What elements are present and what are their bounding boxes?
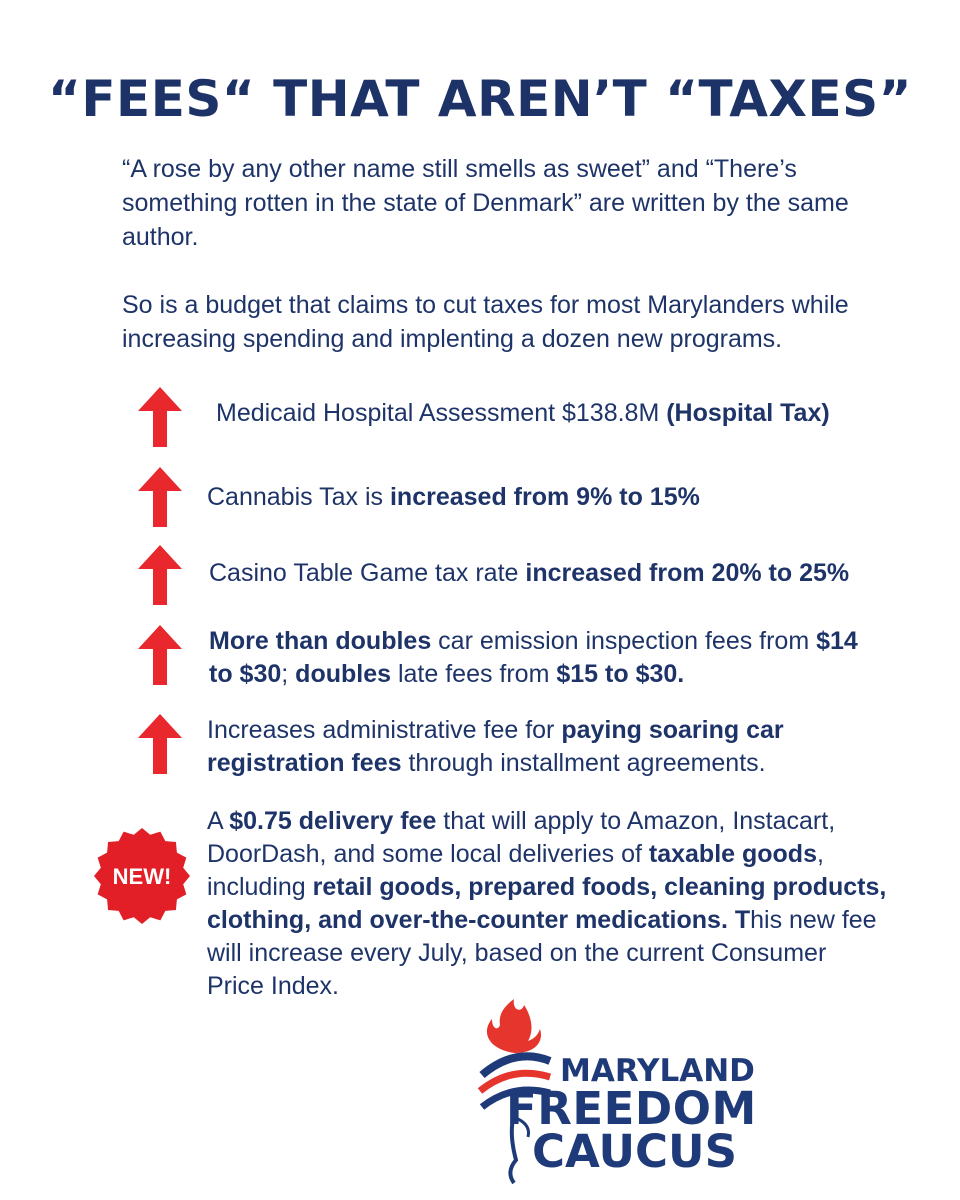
logo-line-2: FREEDOM <box>506 1082 757 1135</box>
new-badge-label: NEW! <box>112 864 172 889</box>
page-title: “FEES“ THAT AREN’T “TAXES” <box>48 70 912 128</box>
up-arrow-icon <box>137 712 183 776</box>
up-arrow-icon <box>137 465 183 529</box>
item-text: Casino Table Game tax rate increased from 20% to 25% <box>209 559 850 587</box>
list-item-emission-fees <box>0 623 960 688</box>
item-text: More than doubles car emission inspection fees from $14 to $30; doubles late fees from $15 to $30. <box>209 627 858 688</box>
item-text: Medicaid Hospital Assessment $138.8M (Hospital Tax) <box>216 399 830 427</box>
starburst-icon <box>92 826 192 926</box>
new-item-text: A $0.75 delivery fee that will apply to Amazon, Instacart, DoorDash, and some local deliveries of taxable goods, including retail goods, prepared foods, cleaning products, clothing, and over-the-counter medications. This new fee will increase every July, based on the current Consumer Price Index. <box>207 807 887 1000</box>
logo-line-1: MARYLAND <box>560 1053 755 1089</box>
item-text: Increases administrative fee for paying soaring car registration fees through installment agreements. <box>207 716 784 777</box>
up-arrow-icon <box>137 385 183 449</box>
item-text: Cannabis Tax is increased from 9% to 15% <box>207 483 700 511</box>
up-arrow-icon <box>137 623 183 687</box>
maryland-freedom-caucus-logo <box>470 995 757 1185</box>
logo-line-3: CAUCUS <box>532 1125 737 1178</box>
list-item-registration-fees <box>0 712 960 777</box>
intro-paragraph-1: “A rose by any other name still smells as sweet” and “There’s something rotten in the state of Denmark” are written by the same author. <box>122 155 849 251</box>
list-item-hospital-tax <box>0 385 960 445</box>
intro-paragraph-2: So is a budget that claims to cut taxes for most Marylanders while increasing spending and implenting a dozen new programs. <box>122 291 849 353</box>
list-item-casino-tax <box>0 543 960 603</box>
new-badge <box>92 826 192 926</box>
list-item-cannabis-tax <box>0 465 960 525</box>
up-arrow-icon <box>137 543 183 607</box>
